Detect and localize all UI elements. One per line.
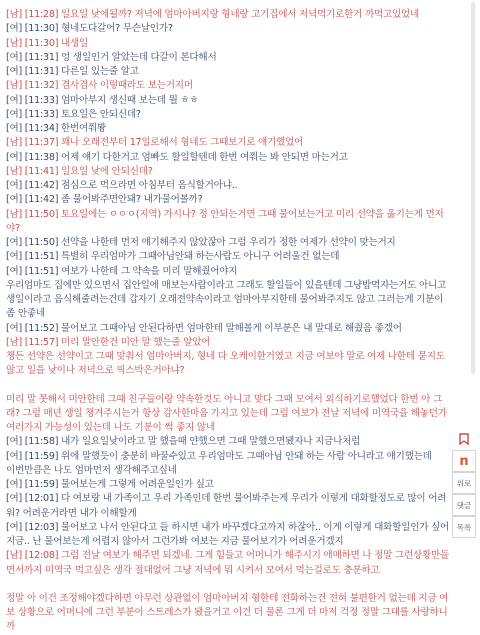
chat-line-male: 정말 아 이건 조정해야겠다하면 아무런 상관없이 엄마아버지 형한테 전화하는건 전혀 불편한거 없는데 지금 여보 상황으로 어머니에 그런 부분이 스트레스가 됐을거고 이건 더 물론 그게 더 마저 걱정 정말 그대를 사랑하니까 xyxy=(6,592,449,633)
chat-line-male: 미리 말 못해서 미안한데 그때 친구들이랑 약속한것도 아니고 맞다 그때 모여서 외식하기로했었다 한번 아 그래? 그럼 매년 생일 챙겨주시는거 항상 감사한마음 가지고 있는데 그럼 여보가 전날 저녁에 미역국을 해놓던가 여러가지 가능성이 있는데 나도 기분이 썩 좋지 않네 xyxy=(6,393,447,433)
chat-line-male: [남] [11:37] 꽤나 오래전부터 17일로해서 형네도 그때보기로 얘기했었어 xyxy=(6,137,304,149)
chat-line-male: 챙든 선약은 선약이고 그때 맞춰서 엄마아버지, 형네 다 오케이한거였고 지금 여보야 말로 여제 나한테 묻지도 않고 일을 낮이나 저녁으로 픽스박은거아냐? xyxy=(6,351,445,377)
blank-line xyxy=(6,379,452,393)
chat-line-female: [여] [11:38] 어제 얘기 다한거고 엄빠도 할일할텐데 한번 여쭤는 봐 안되면 마는거고 xyxy=(6,151,348,163)
chat-line-female: [여] [11:50] 선약을 나한테 먼저 얘기해주지 않았잖아 그럼 우리가 정한 여제가 선약이 맞는거지 xyxy=(6,237,396,248)
chat-line-female: [여] [11:42] 점심으로 먹으라면 아침부터 음식할거아냐.. xyxy=(6,180,238,191)
chat-line-male: [남] [11:28] 일요일 낮에될까? 저녁에 엄마아버지랑 형네랑 고기집에서 저녁먹기로한거 까먹고있었네 xyxy=(6,9,420,20)
chat-line-male: [남] [11:50] 토요일에는 ㅇㅇㅇ(지역) 가시나? 정 안되는거면 그때 물어보는거고 미리 선약을 옮기는게 먼저야? xyxy=(6,208,444,234)
chat-line-female: [여] [11:31] 엉 생일인거 알았는데 다갈이 본다해서 xyxy=(6,51,217,63)
chat-line-female: [여] [11:33] 토요일은 안되신데? xyxy=(6,108,141,120)
scrollbar[interactable] xyxy=(471,2,475,374)
new-post-button[interactable] xyxy=(452,450,476,472)
chat-line-female: [여] [11:51] 특별히 우리엄마가 그때아님안돼 하는사람도 아니구 어려울건 없는데 xyxy=(6,251,340,263)
conversation-transcript xyxy=(6,8,452,635)
chat-line-female: [여] [12:01] 다 여보랑 내 가족이고 우리 가족인데 한번 물어봐주는게 우리가 이렇게 대화할정도로 많이 어려워? 어려운거라면 내가 이해할게 xyxy=(6,493,447,519)
chat-line-female: [여] [11:30] 형네도다갈어? 무슨날인가? xyxy=(6,23,173,35)
bookmark-button[interactable] xyxy=(456,430,472,448)
chat-line-female: 이번만큼은 나도 엄마먼저 생각해주고싶네 xyxy=(6,464,177,476)
chat-line-female: 우리엄마도 집에만 있으면서 집안일에 매보는사람이라고 그래도 할일들이 있을텐데 그냥밥먹자는거도 아니고 생일이라고 음식해줄려는건데 갑자기 오래전약속이라고 엄마아부지한테 물어봐주지도 않고 그러는게 기분이 좀 안좋네 xyxy=(6,279,447,320)
chat-line-male: [남] [11:57] 미리 말안한건 미안 말 했는줄 알았어 xyxy=(6,336,211,348)
comments-label: 댓글 xyxy=(456,500,472,510)
chat-line-female: [여] [11:58] 내가 일요일낮이라고 말 했을때 얀했으면 그때 말했으면됐자나 지금나처럼 xyxy=(6,436,361,448)
brand-n-icon: n xyxy=(459,453,469,469)
chat-line-female: [여] [11:33] 엄마아부지 생신때 보는데 뭘 ㅎㅎ xyxy=(6,94,199,106)
list-label: 목록 xyxy=(456,522,472,532)
bookmark-icon xyxy=(459,433,469,445)
chat-line-female: [여] [11:42] 좀 물어봐주면안돼? 내가물어볼까? xyxy=(6,194,203,206)
list-button[interactable] xyxy=(452,516,476,538)
chat-line-female: [여] [11:51] 여보가 나한테 그 약속을 미리 말해줬어야지 xyxy=(6,265,238,277)
scroll-top-label: 위로 xyxy=(456,478,472,488)
chat-line-female: [여] [11:34] 한번여쭤봥 xyxy=(6,123,107,134)
chat-line-female: [여] [11:52] 물어보고 그때아님 안된다하면 엄마한테 말해볼게 이부분은 내 말대로 해줬음 좋겠어 xyxy=(6,322,402,334)
chat-line-female: [여] [11:59] 위에 말했듯이 충분히 바꿀수있고 우리엄마도 그때아님 안돼 하는 사람 아니라고 얘기했는데 xyxy=(6,450,432,462)
chat-line-male: [남] [11:30] 내생일 xyxy=(6,37,89,49)
chat-line-female: [여] [12:03] 물어보고 나서 안된다고 들 하시면 내가 바꾸겠다고까지 하잖아.. 이게 이렇게 대화할일인가 싶어 지금.. 난 물어보는게 어렵지 않아서 그런가봐 여보는 지금 물어보기가 어려운거겠지 xyxy=(6,521,450,547)
chat-line-male: [남] [12:08] 그럼 전날 여보가 해주면 되겠네. 그게 힘들고 어머니가 해주시기 애매하면 나 정말 그런상황만들면서까지 미역국 먹고싶은 생각 절대없어 그냥 저녁에 뭐 시켜서 모여서 먹는걸로도 충분하고 xyxy=(6,550,450,576)
comments-button[interactable] xyxy=(452,494,476,516)
blank-line xyxy=(6,578,452,592)
chat-line-male: [남] [11:41] 일요일 낮에 안되신데? xyxy=(6,165,153,177)
chat-line-female: [여] [11:31] 다른일 있는줄 알고 xyxy=(6,66,139,77)
scroll-top-button[interactable] xyxy=(452,472,476,494)
chat-line-male: [남] [11:32] 겸사겸사 이렇때라도 보는거지머 xyxy=(6,80,193,92)
chat-line-female: [여] [11:59] 물어보는게 그렇게 어려운일인가 싶고 xyxy=(6,479,214,490)
